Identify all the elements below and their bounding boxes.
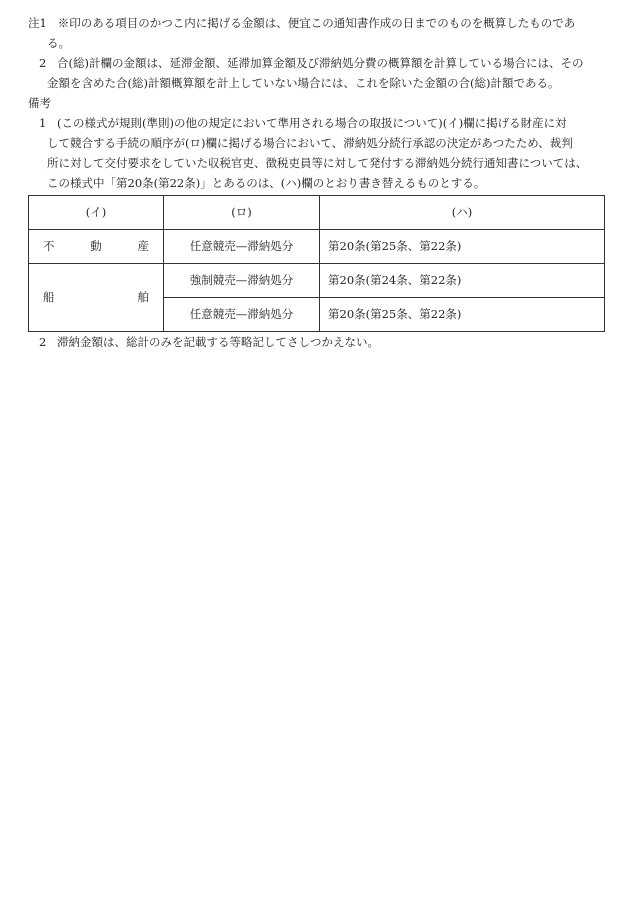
property-ship [29, 264, 164, 332]
property-char: 不 [43, 239, 55, 253]
property-char: 舶 [137, 290, 149, 304]
header-ha: (ハ) [320, 196, 605, 230]
remark-2-number: 2 [39, 335, 47, 349]
order-cell: 任意競売—滞納処分 [164, 230, 320, 264]
note-2-text-a: 合(総)計欄の金額は、延滞金額、延滞加算金額及び滞納処分費の概算額を計算している場合には、その [57, 56, 584, 70]
note-1-line-1 [28, 14, 575, 33]
remark-2-line [39, 333, 379, 352]
replacement-cell: 第20条(第25条、第22条) [320, 230, 605, 264]
remark-1-text-a: (この様式が規則(準則)の他の規定において準用される場合の取扱について)(イ)欄に掲げる財産に対 [57, 116, 567, 130]
remark-1-line-3: 所に対して交付要求をしていた収税官吏、徴税吏員等に対して発付する滞納処分続行通知書については、 [47, 156, 588, 170]
order-cell: 任意競売—滞納処分 [164, 298, 320, 332]
property-char: 船 [43, 290, 55, 304]
property-char: 産 [137, 239, 149, 253]
remark-1-line-2: して競合する手続の順序が(ロ)欄に掲げる場合において、滞納処分続行承認の決定があつたため、裁判 [47, 136, 573, 150]
note-2-number: 2 [39, 56, 47, 70]
header-ro: (ロ) [164, 196, 320, 230]
note-1-text-a: ※印のある項目のかつこ内に掲げる金額は、便宜この通知書作成の日までのものを概算したものであ [57, 16, 576, 30]
replacement-table [28, 195, 605, 332]
remark-1-line-1 [39, 114, 567, 133]
note-2-line-1 [39, 54, 583, 73]
remark-2-text: 滞納金額は、総計のみを記載する等略記してさしつかえない。 [57, 335, 379, 349]
remark-1-number: 1 [39, 116, 47, 130]
replacement-cell: 第20条(第24条、第22条) [320, 264, 605, 298]
property-real-estate [29, 230, 164, 264]
header-i: (イ) [29, 196, 164, 230]
table-row [29, 230, 605, 264]
note-1-label: 注1 [28, 16, 47, 30]
order-cell: 強制競売—滞納処分 [164, 264, 320, 298]
remark-1-line-4: この様式中「第20条(第22条)」とあるのは、(ハ)欄のとおり書き替えるものとする。 [47, 176, 486, 190]
table-row [29, 264, 605, 298]
property-char: 動 [90, 239, 102, 253]
note-1-line-2: る。 [47, 36, 70, 50]
replacement-cell: 第20条(第25条、第22条) [320, 298, 605, 332]
remarks-heading: 備考 [28, 96, 51, 110]
note-2-line-2: 金額を含めた合(総)計額概算額を計上していない場合には、これを除いた金額の合(総)計額である。 [47, 76, 560, 90]
table-header-row [29, 196, 605, 230]
